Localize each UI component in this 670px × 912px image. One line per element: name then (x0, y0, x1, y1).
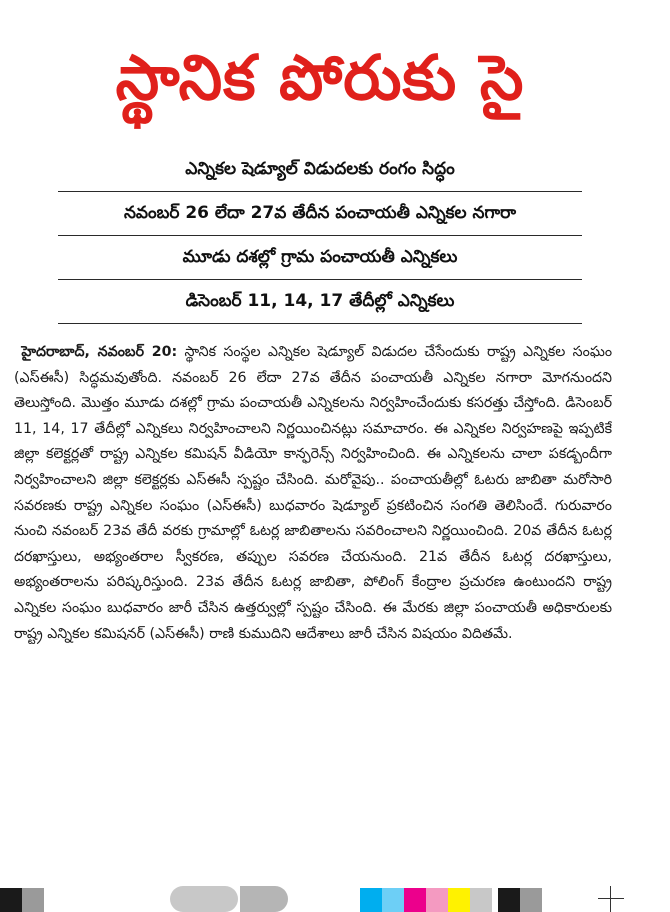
subheading-4: డిసెంబర్ 11, 14, 17 తేదీల్లో ఎన్నికలు (185, 291, 455, 311)
color-swatch (382, 888, 404, 912)
subheadings (22, 148, 618, 324)
color-swatch (448, 888, 470, 912)
article-text: స్థానిక సంస్థల ఎన్నికల షెడ్యూల్ విడుదల చేసేందుకు రాష్ట్ర ఎన్నికల సంఘం (ఎస్ఈసీ) సిద్ధమవుతోంది. నవంబర్ 26 లేదా 27వ తేదీన పంచాయతీ ఎన్నికల నగారా మోగనుందని తెలుస్తోంది. మొత్తం మూడు దశల్లో గ్రామ పంచాయతీ ఎన్నికలను నిర్వహించేందుకు కసరత్తు చేస్తోంది. డిసెంబర్ 11, 14, 17 తేదీల్లో ఎన్నికలు నిర్వహించాలని నిర్ణయించినట్లు సమాచారం. ఈ ఎన్నికల నిర్వహణపై ఇప్పటికే జిల్లా కలెక్టర్లతో రాష్ట్ర ఎన్నికల కమిషన్ వీడియో కాన్ఫరెన్స్ నిర్వహించింది. ఈ ఎన్నికలను చాలా పకడ్బందీగా నిర్వహించాలని జిల్లా కలెక్టర్లకు ఎస్ఈసీ స్పష్టం చేసింది. మరోవైపు.. పంచాయతీల్లో ఓటరు జాబితా మరోసారి సవరణకు రాష్ట్ర ఎన్నికల సంఘం (ఎస్ఈసీ) బుధవారం షెడ్యూల్ ప్రకటించిన సంగతి తెలిసిందే. గురువారం నుంచి నవంబర్ 23వ తేదీ వరకు గ్రామాల్లో ఓటర్ల జాబితాలను సవరించాలని నిర్ణయించింది. 20వ తేదీన ఓటర్ల దరఖాస్తులు, అభ్యంతరాల స్వీకరణ, తప్పుల సవరణ చేయనుంది. 21వ తేదీన ఓటర్ల దరఖాస్తులు, అభ్యంతరాలను పరిష్కరిస్తుంది. 23వ తేదీన ఓటర్ల జాబితా, పోలింగ్ కేంద్రాల ప్రచురణ ఉంటుందని రాష్ట్ర ఎన్నికల సంఘం బుధవారం జారీ చేసిన ఉత్తర్వుల్లో స్పష్టం చేసింది. ఈ మేరకు జిల్లా పంచాయతీ అధికారులకు రాష్ట్ర ఎన్నికల కమిషనర్ (ఎస్ఈసీ) రాణి కుముదిని ఆదేశాలు జారీ చేసిన విషయం విదితమే. (14, 344, 613, 642)
dateline: హైదరాబాద్, నవంబర్ 20: (21, 344, 178, 360)
color-swatch (426, 888, 448, 912)
divider (58, 323, 582, 324)
headline: స్థానిక పోరుకు సై (115, 41, 525, 114)
color-swatch (520, 888, 542, 912)
color-swatch (470, 888, 492, 912)
color-swatch (360, 888, 382, 912)
color-swatch (404, 888, 426, 912)
registration-crosshair-icon (598, 886, 624, 912)
color-swatch (498, 888, 520, 912)
printer-registration-marks (0, 886, 670, 912)
subheading-2: నవంబర్ 26 లేదా 27వ తేదీన పంచాయతీ ఎన్నికల నగారా (123, 203, 517, 223)
color-swatch (0, 888, 22, 912)
color-swatch (22, 888, 44, 912)
subheading-1: ఎన్నికల షెడ్యూల్ విడుదలకు రంగం సిద్ధం (185, 159, 455, 179)
article-body (14, 340, 612, 647)
gray-bar (240, 886, 288, 912)
gray-bar (170, 886, 238, 912)
subheading-3: మూడు దశల్లో గ్రామ పంచాయతీ ఎన్నికలు (182, 247, 458, 267)
